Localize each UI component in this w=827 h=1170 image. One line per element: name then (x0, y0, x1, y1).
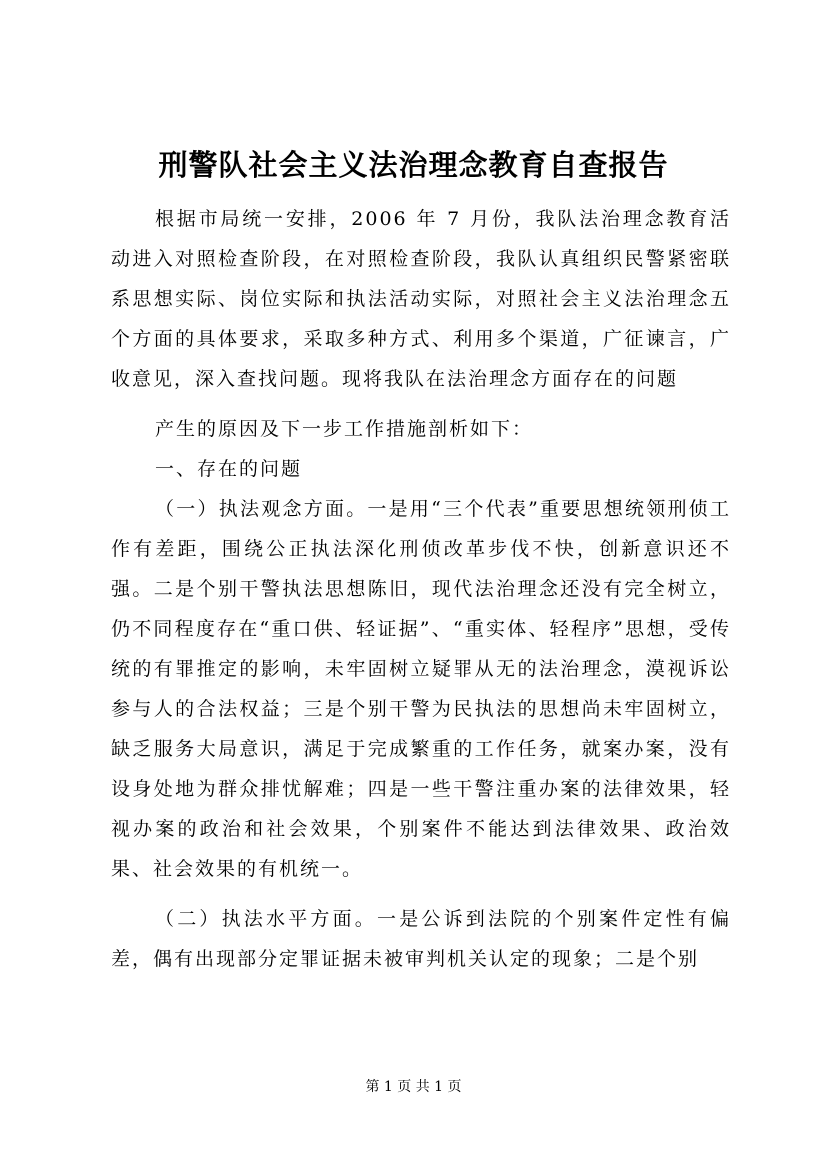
paragraph-enforcement-level: （二）执法水平方面。一是公诉到法院的个别案件定性有偏差，偶有出现部分定罪证据未被审判机关认定的现象；二是个别 (111, 908, 731, 970)
paragraph-analysis-intro: 产生的原因及下一步工作措施剖析如下： (155, 418, 534, 440)
document-body (111, 199, 731, 979)
paragraph-intro: 根据市局统一安排，2006 年 7 月份，我队法治理念教育活动进入对照检查阶段，在对照检查阶段，我队认真组织民警紧密联系思想实际、岗位实际和执法活动实际，对照社会主义法治理念五个方面的具体要求，采取多种方式、利用多个渠道，广征谏言，广收意见，深入查找问题。现将我队在法治理念方面存在的问题 (111, 208, 731, 390)
section-heading-problems: 一、存在的问题 (155, 458, 303, 480)
page-number-footer: 第 1 页 共 1 页 (365, 1079, 462, 1095)
document-title: 刑警队社会主义法治理念教育自查报告 (158, 148, 669, 182)
paragraph-enforcement-concept: （一）执法观念方面。一是用“三个代表”重要思想统领刑侦工作有差距，围绕公正执法深化刑侦改革步伐不快，创新意识还不强。二是个别干警执法思想陈旧，现代法治理念还没有完全树立，仍不同程度存在“重口供、轻证据”、“重实体、轻程序”思想，受传统的有罪推定的影响，未牢固树立疑罪从无的法治理念，漠视诉讼参与人的合法权益；三是个别干警为民执法的思想尚未牢固树立，缺乏服务大局意识，满足于完成繁重的工作任务，就案办案，没有设身处地为群众排忧解难；四是一些干警注重办案的法律效果，轻视办案的政治和社会效果，个别案件不能达到法律效果、政治效果、社会效果的有机统一。 (111, 498, 731, 880)
